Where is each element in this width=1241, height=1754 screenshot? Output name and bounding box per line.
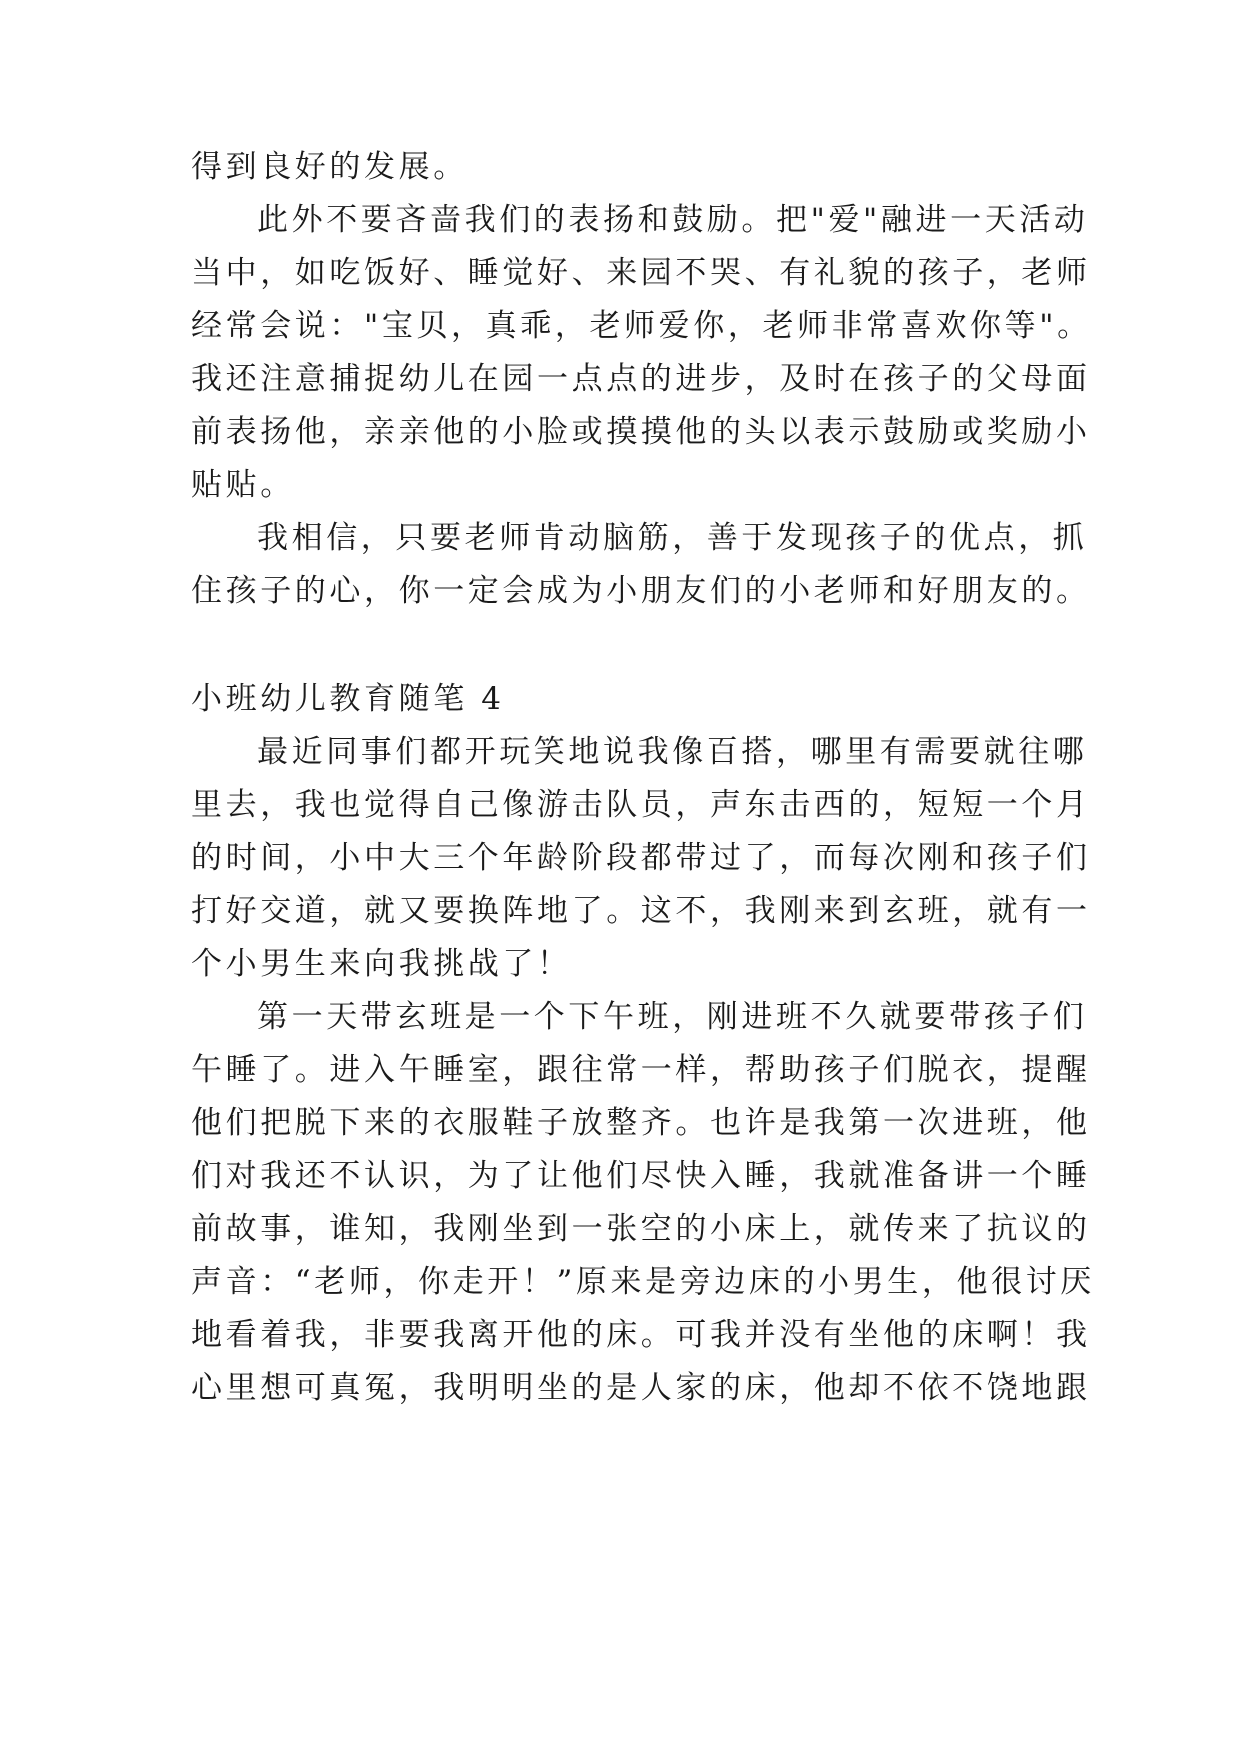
paragraph-line: 前表扬他，亲亲他的小脸或摸摸他的头以表示鼓励或奖励小 [191,414,1091,450]
paragraph-line: 个小男生来向我挑战了！ [191,946,572,982]
paragraph-line: 得到良好的发展。 [191,149,468,185]
paragraph-line: 我相信，只要老师肯动脑筋，善于发现孩子的优点，抓 [257,520,1088,556]
paragraph-line: 午睡了。进入午睡室，跟往常一样，帮助孩子们脱衣，提醒 [191,1052,1091,1088]
paragraph-line: 经常会说："宝贝，真乖，老师爱你，老师非常喜欢你等"。 [191,308,1092,344]
paragraph-line: 们对我还不认识，为了让他们尽快入睡，我就准备讲一个睡 [191,1158,1091,1194]
paragraph-line: 贴贴。 [191,467,295,503]
paragraph-line: 声音：“老师，你走开！”原来是旁边床的小男生，他很讨厌 [191,1264,1095,1300]
paragraph-line: 当中，如吃饭好、睡觉好、来园不哭、有礼貌的孩子，老师 [191,255,1091,291]
paragraph-line: 地看着我，非要我离开他的床。可我并没有坐他的床啊！我 [191,1317,1091,1353]
paragraph-line: 他们把脱下来的衣服鞋子放整齐。也许是我第一次进班，他 [191,1105,1091,1141]
paragraph-line: 前故事，谁知，我刚坐到一张空的小床上，就传来了抗议的 [191,1211,1091,1247]
paragraph-line: 住孩子的心，你一定会成为小朋友们的小老师和好朋友的。 [191,573,1091,609]
paragraph-line: 心里想可真冤，我明明坐的是人家的床，他却不依不饶地跟 [191,1370,1091,1406]
paragraph-line: 里去，我也觉得自己像游击队员，声东击西的，短短一个月 [191,787,1091,823]
paragraph-line: 的时间，小中大三个年龄阶段都带过了，而每次刚和孩子们 [191,840,1091,876]
paragraph-line: 打好交道，就又要换阵地了。这不，我刚来到玄班，就有一 [191,893,1091,929]
paragraph-line: 此外不要吝啬我们的表扬和鼓励。把"爱"融进一天活动 [257,202,1089,238]
paragraph-line: 我还注意捕捉幼儿在园一点点的进步，及时在孩子的父母面 [191,361,1091,397]
section-title: 小班幼儿教育随笔 4 [191,681,505,717]
paragraph-line: 最近同事们都开玩笑地说我像百搭，哪里有需要就往哪 [257,734,1088,770]
paragraph-line: 第一天带玄班是一个下午班，刚进班不久就要带孩子们 [257,999,1088,1035]
